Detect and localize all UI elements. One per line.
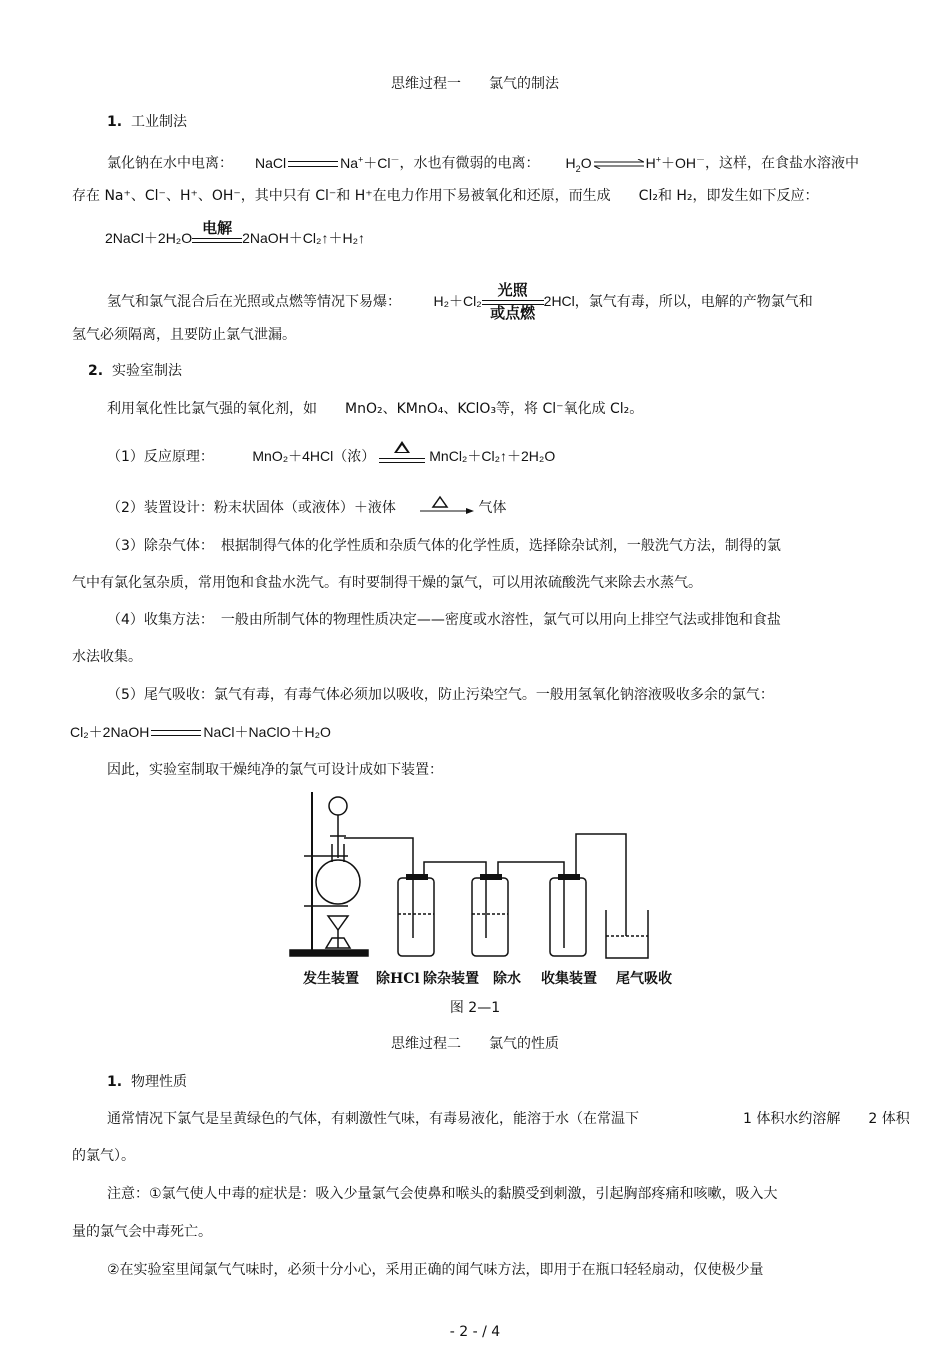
heading-number: 1. [107, 114, 123, 130]
figure-label-generator: 发生装置 [303, 971, 359, 987]
equation-nacl-ionization: NaCl Na+＋Cl－ [255, 154, 400, 171]
heading-number: 2. [88, 363, 104, 379]
heading-text: 物理性质 [130, 1074, 187, 1090]
paragraph-ions: 存在 Na⁺、Cl⁻、H⁺、OH⁻，其中只有 Cl⁻和 H⁺在电力作用下易被氧化和还原，而生成 Cl₂和 H₂，即发生如下反应： [72, 188, 819, 204]
figure-label-tail-gas: 尾气吸收 [616, 971, 672, 987]
note-2: ②在实验室里闻氯气气味时，必须十分小心，采用正确的闻气味方法，即用于在瓶口轻轻扇动，仅使极少量 [107, 1262, 764, 1278]
item-reaction-principle: （1）反应原理： MnO₂＋4HCl（浓） MnCl₂＋Cl₂↑＋2H₂O [107, 446, 555, 469]
figure-label-remove-water: 除水 [493, 971, 521, 987]
equation-naoh: Cl₂＋2NaOH NaCl＋NaClO＋H₂O [70, 724, 331, 740]
section-title-2: 思维过程二 氯气的性质 [391, 1036, 559, 1052]
heat-triangle-icon [394, 441, 410, 453]
section-title-1: 思维过程一 氯气的制法 [391, 76, 559, 92]
paragraph-ionization [107, 149, 859, 178]
heat-arrow-icon [420, 495, 474, 521]
page-number: - 2 - / 4 [449, 1324, 501, 1340]
item-collection-a: （4）收集方法： 一般由所制气体的物理性质决定——密度或水溶性，氯气可以用向上排空气法或排饱和食盐 [107, 612, 781, 628]
note-1-a: 注意：①氯气使人中毒的症状是：吸入少量氯气会使鼻和喉头的黏膜受到刺激，引起胸部疼痛和咳嗽，吸入大 [107, 1186, 778, 1202]
heading-lab [88, 361, 182, 381]
item-apparatus-design: （2）装置设计：粉末状固体（或液体）＋液体 气体 [107, 495, 506, 521]
figure-label-collection: 收集装置 [541, 971, 597, 987]
item-tail-gas: （5）尾气吸收：氯气有毒，有毒气体必须加以吸收，防止污染空气。一般用氢氧化钠溶液吸收多余的氯气： [107, 687, 774, 703]
item-collection-b: 水法收集。 [72, 649, 142, 665]
heading-text: 工业制法 [130, 114, 187, 130]
apparatus-diagram [288, 788, 688, 968]
equation-mno2: MnO₂＋4HCl（浓） MnCl₂＋Cl₂↑＋2H₂O [252, 448, 555, 464]
paragraph-physical-a-tail: 1 体积水约溶解 2 体积 [743, 1111, 910, 1127]
condition-electrolysis: 电解 [202, 220, 233, 237]
paragraph-physical-a: 通常情况下氯气是呈黄绿色的气体，有刺激性气味，有毒易液化，能溶于水（在常温下 [107, 1111, 639, 1127]
paragraph-isolation: 氢气必须隔离，且要防止氯气泄漏。 [72, 327, 296, 343]
text-mid: ，水也有微弱的电离： [399, 155, 540, 172]
heading-text: 实验室制法 [111, 363, 182, 379]
heading-industrial [107, 112, 187, 132]
condition-ignite: 或点燃 [490, 305, 536, 322]
paragraph-oxidizer: 利用氧化性比氯气强的氧化剂，如 MnO₂、KMnO₄、KClO₃等，将 Cl⁻氧化成 Cl₂。 [107, 401, 644, 417]
figure-label-purifier: 除杂装置 [423, 971, 479, 987]
condition-light: 光照 [497, 282, 528, 299]
heading-physical [107, 1072, 187, 1092]
paragraph-physical-b: 的氯气）。 [72, 1148, 135, 1164]
equation-h2-cl2: H₂＋Cl₂ 光照 或点燃 2HCl [433, 282, 575, 322]
text-tail: ，这样，在食盐水溶液中 [704, 155, 859, 172]
text-lead: 氯化钠在水中电离： [107, 155, 233, 172]
equation-water-ionization: $H_2O$ H+＋OH－ [565, 154, 705, 174]
note-1-b: 量的氯气会中毒死亡。 [72, 1224, 212, 1240]
equation-electrolysis: 2NaCl＋2H₂O 电解 2NaOH＋Cl₂↑＋H₂↑ [105, 220, 366, 247]
paragraph-explosion: 氢气和氯气混合后在光照或点燃等情况下易爆： H₂＋Cl₂ 光照 或点燃 2HCl，氯气有毒，所以，电解的产物氯气和 [107, 282, 813, 322]
figure-label-remove-hcl: 除HCl [376, 971, 420, 987]
item-purification-a: （3）除杂气体： 根据制得气体的化学性质和杂质气体的化学性质，选择除杂试剂，一般洗气方法，制得的氯 [107, 538, 781, 554]
paragraph-therefore: 因此，实验室制取干燥纯净的氯气可设计成如下装置： [107, 762, 443, 778]
figure-caption: 图 2—1 [449, 1000, 501, 1016]
heading-number: 1. [107, 1074, 123, 1090]
item-purification-b: 气中有氯化氢杂质，常用饱和食盐水洗气。有时要制得干燥的氯气，可以用浓硫酸洗气来除去水蒸气。 [72, 575, 702, 591]
